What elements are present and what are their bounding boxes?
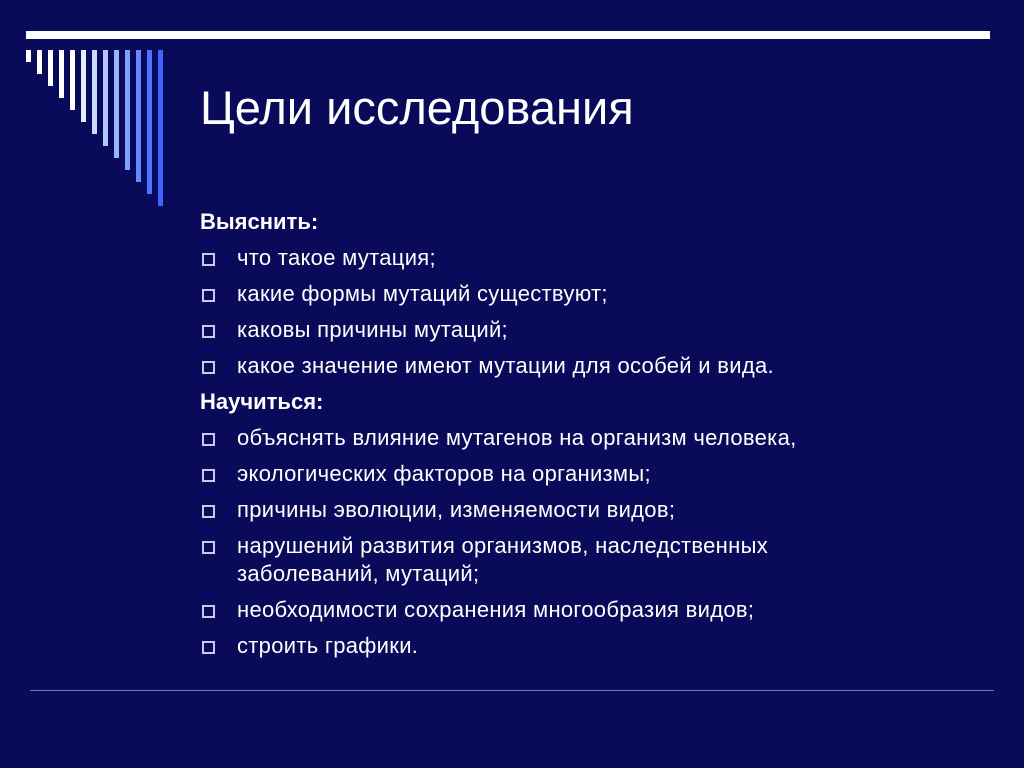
list-item-text: причины эволюции, изменяемости видов;: [237, 497, 676, 522]
stripe: [70, 50, 75, 110]
stripe: [147, 50, 152, 194]
stripe: [81, 50, 86, 122]
stripe: [37, 50, 42, 74]
stripe: [125, 50, 130, 170]
hollow-square-icon: [202, 469, 215, 482]
hollow-square-icon: [202, 361, 215, 374]
hollow-square-icon: [202, 641, 215, 654]
stripe: [26, 50, 31, 62]
stripe: [103, 50, 108, 146]
list-item: [200, 632, 980, 660]
list-item-text: каковы причины мутаций;: [237, 317, 508, 342]
stripe: [114, 50, 119, 158]
stripe: [158, 50, 163, 206]
bottom-rule: [30, 690, 994, 691]
stripe: [136, 50, 141, 182]
list-item: [200, 316, 980, 344]
section-heading-find-out: Выяснить:: [200, 209, 319, 234]
list-item: [200, 532, 980, 588]
list-item-text: необходимости сохранения многообразия видов;: [237, 597, 755, 622]
list-item: [200, 244, 980, 272]
list-item: [200, 352, 980, 380]
list-item-text: экологических факторов на организмы;: [237, 461, 651, 486]
list-item-text: объяснять влияние мутагенов на организм человека,: [237, 425, 797, 450]
list-item-text: какие формы мутаций существуют;: [237, 281, 608, 306]
hollow-square-icon: [202, 541, 215, 554]
list-item-text: строить графики.: [237, 633, 419, 658]
content-area: [200, 208, 980, 668]
list-item: [200, 496, 980, 524]
hollow-square-icon: [202, 289, 215, 302]
list-item-text: какое значение имеют мутации для особей и вида.: [237, 353, 774, 378]
list-item: [200, 460, 980, 488]
hollow-square-icon: [202, 253, 215, 266]
list-item-text: что такое мутация;: [237, 245, 436, 270]
list-item: [200, 424, 980, 452]
list-item: [200, 596, 980, 624]
section-heading-learn: Научиться:: [200, 389, 324, 414]
hollow-square-icon: [202, 325, 215, 338]
hollow-square-icon: [202, 433, 215, 446]
stripe: [59, 50, 64, 98]
list-item: [200, 280, 980, 308]
stripes-decoration: [0, 0, 180, 220]
stripe: [92, 50, 97, 134]
stripe: [48, 50, 53, 86]
hollow-square-icon: [202, 605, 215, 618]
hollow-square-icon: [202, 505, 215, 518]
list-item-text: нарушений развития организмов, наследственных заболеваний, мутаций;: [237, 533, 768, 586]
slide-title: Цели исследования: [200, 81, 634, 134]
